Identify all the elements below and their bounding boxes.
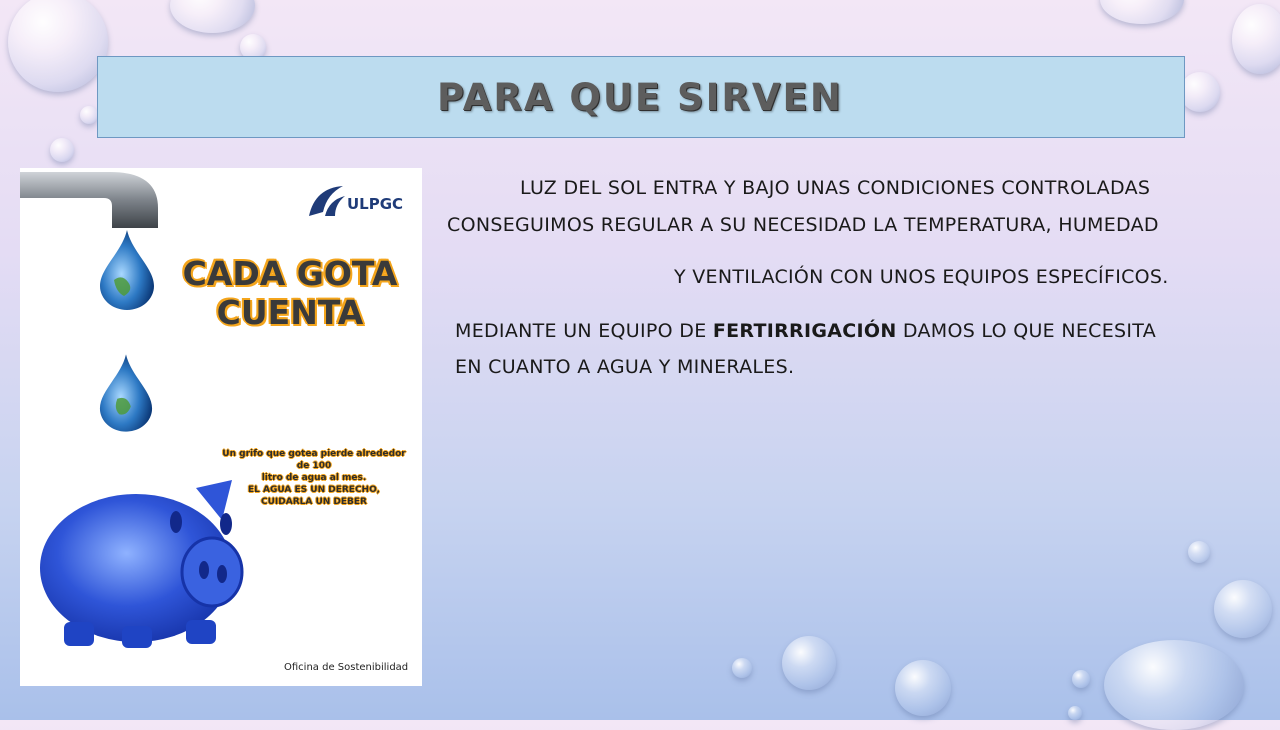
faucet-icon	[20, 168, 160, 230]
bubble-decoration	[732, 658, 752, 678]
poster-message-line: Un grifo que gotea pierde alrededor de 100	[222, 449, 406, 471]
bubble-decoration	[1104, 640, 1244, 730]
poster-footer: Oficina de Sostenibilidad	[284, 662, 409, 673]
body-text-segment: DAMOS LO QUE NECESITA	[896, 320, 1157, 342]
body-text-bold: FERTIRRIGACIÓN	[712, 320, 897, 342]
poster-message-line: litro de agua al mes.	[261, 473, 367, 483]
poster-title	[175, 254, 405, 332]
bubble-decoration	[1180, 72, 1220, 112]
poster-message-line: CUIDARLA UN DEBER	[261, 497, 367, 507]
earth-drop-icon	[98, 354, 154, 432]
bubble-decoration	[1214, 580, 1272, 638]
slide-title: PARA QUE SIRVEN	[437, 76, 843, 119]
bubble-decoration	[1188, 541, 1210, 563]
body-text-line	[455, 320, 1156, 342]
body-text-line: EN CUANTO A AGUA Y MINERALES.	[455, 356, 795, 378]
bubble-decoration	[50, 138, 74, 162]
ulpgc-logo-text: ULPGC	[347, 195, 404, 213]
body-text-segment: MEDIANTE UN EQUIPO DE	[455, 320, 713, 342]
bubble-decoration	[782, 636, 836, 690]
body-text-line: CONSEGUIMOS REGULAR A SU NECESIDAD LA TEMPERATURA, HUMEDAD	[447, 214, 1159, 236]
body-text-line: Y VENTILACIÓN CON UNOS EQUIPOS ESPECÍFICOS.	[674, 266, 1169, 288]
poster-image	[20, 168, 422, 686]
bubble-decoration	[80, 106, 98, 124]
bubble-decoration	[170, 0, 255, 33]
bubble-decoration	[1068, 706, 1082, 720]
bubble-decoration	[1232, 4, 1280, 74]
poster-title-line: CADA GOTA	[182, 254, 398, 293]
poster-message-line: EL AGUA ES UN DERECHO,	[248, 485, 380, 495]
piggy-bank-icon	[36, 460, 258, 650]
earth-drop-icon	[98, 230, 156, 310]
poster-title-line: CUENTA	[216, 293, 364, 332]
body-text-line: LUZ DEL SOL ENTRA Y BAJO UNAS CONDICIONES CONTROLADAS	[520, 177, 1151, 199]
bubble-decoration	[8, 0, 108, 92]
bubble-decoration	[1072, 670, 1090, 688]
bubble-decoration	[895, 660, 951, 716]
bubble-decoration	[1100, 0, 1184, 24]
